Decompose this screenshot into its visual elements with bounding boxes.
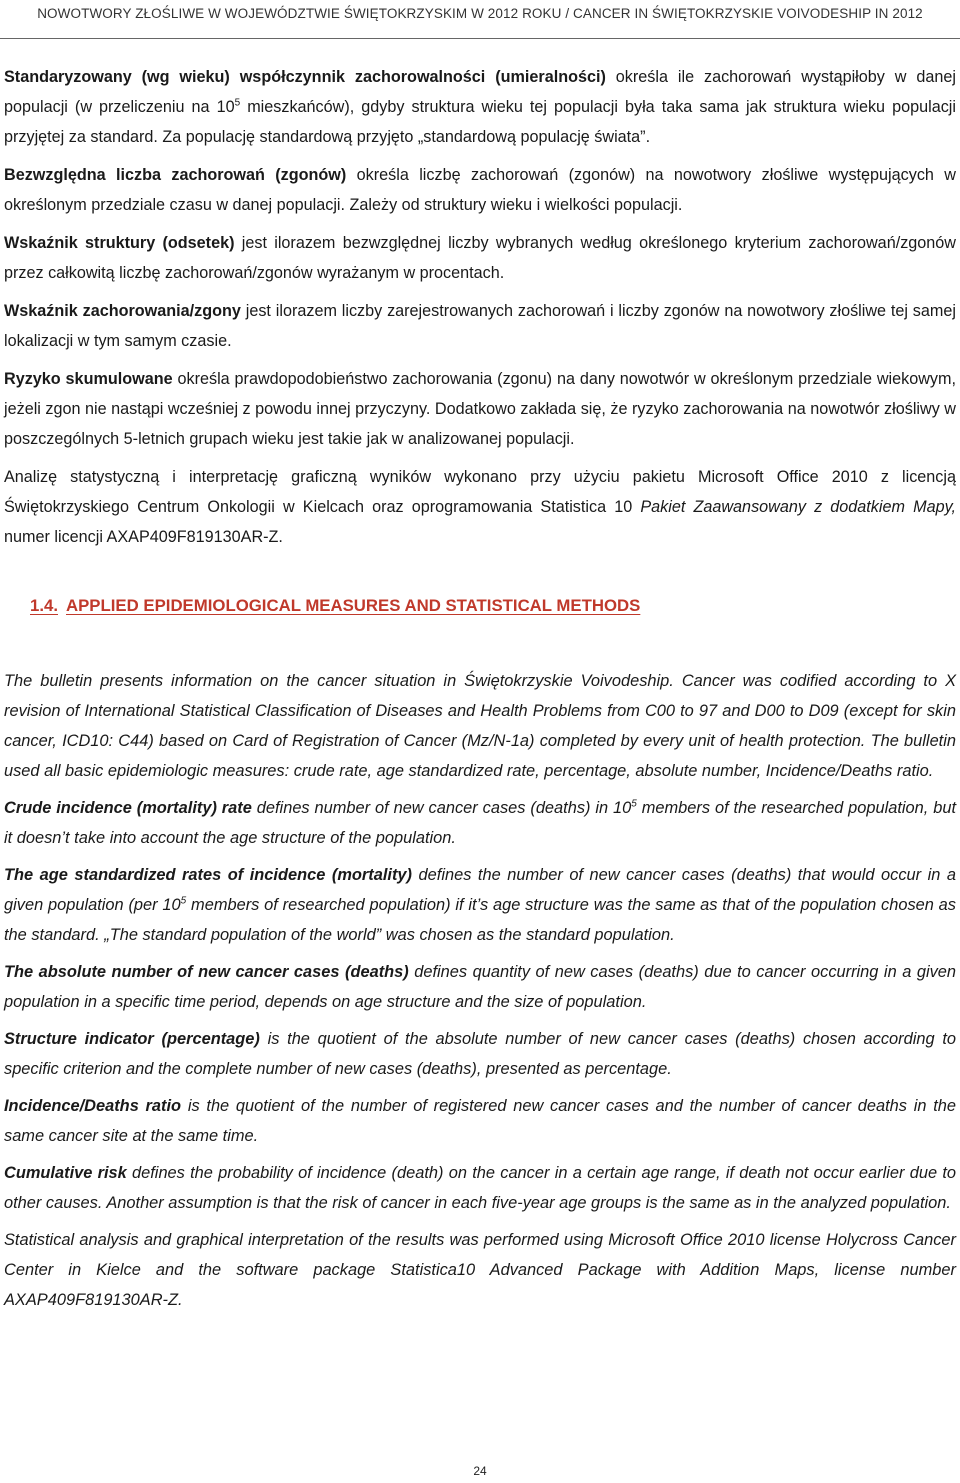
running-header [0,0,960,39]
section-number: 1.4. [30,596,58,615]
page-content [4,62,956,1322]
term: Wskaźnik struktury (odsetek) [4,234,235,252]
page-number: 24 [473,1464,487,1478]
term: Wskaźnik zachorowania/zgony [4,302,241,320]
term: Ryzyko skumulowane [4,370,173,388]
section-title: APPLIED EPIDEMIOLOGICAL MEASURES AND STATISTICAL METHODS [66,596,641,615]
en-paragraph-standardized-rate: The age standardized rates of incidence (mortality) defines the number of new cancer cases (deaths) that would occur in a given population (per $10^5$ members of researched population) if it’s age structure was the same as that of the population chosen as the standard. „The standard population of the world” was chosen as the standard population. [4,866,956,944]
pl-paragraph-absolute-number: Bezwzględna liczba zachorowań (zgonów) określa liczbę zachorowań (zgonów) na nowotwory złośliwe występujących w określonym przedziale czasu w danej populacji. Zależy od struktury wieku i wielkości populacji. [4,166,956,214]
section-heading [30,596,956,616]
running-title: NOWOTWORY ZŁOŚLIWE W WOJEWÓDZTWIE ŚWIĘTOKRZYSKIM W 2012 ROKU / CANCER IN ŚWIĘTOKRZYSKIE VOIVODESHIP IN 2012 [37,6,923,21]
pl-paragraph-cumulative-risk: Ryzyko skumulowane określa prawdopodobieństwo zachorowania (zgonu) na dany nowotwór w określonym przedziale wiekowym, jeżeli zgon nie nastąpi wcześniej z powodu innej przyczyny. Dodatkowo zakłada się, że ryzyko zachorowania na nowotwór złośliwy w poszczególnych 5-letnich grupach wieku jest takie jak w analizowanej populacji. [4,370,956,448]
pl-paragraph-standardized-rate: Standaryzowany (wg wieku) współczynnik zachorowalności (umieralności) określa ile zachorowań wystąpiłoby w danej populacji (w przeliczeniu na $10^5$ mieszkańców), gdyby struktura wieku tej populacji była taka sama jak struktura wieku populacji przyjętej za standard. Za populację standardową przyjęto „standardową populację świata”. [4,68,956,146]
en-paragraph-crude-rate: Crude incidence (mortality) rate defines number of new cancer cases (deaths) in $10^5$ members of the researched population, but it doesn’t take into account the age structure of the population. [4,798,956,847]
term: Bezwzględna liczba zachorowań (zgonów) [4,166,347,184]
en-paragraph-cumulative-risk: Cumulative risk defines the probability of incidence (death) on the cancer in a certain age range, if death not occur earlier due to other causes. Another assumption is that the risk of cancer in each five-year age groups is the same as in the analyzed population. [4,1164,956,1212]
en-paragraph-incidence-deaths-ratio: Incidence/Deaths ratio is the quotient of the number of registered new cancer cases and the number of cancer deaths in the same cancer site at the same time. [4,1097,957,1145]
term: Incidence/Deaths ratio [4,1097,182,1115]
pl-paragraph-software: Analizę statystyczną i interpretację graficzną wyników wykonano przy użyciu pakietu Microsoft Office 2010 z licencją Świętokrzyskiego Centrum Onkologii w Kielcach oraz oprogramowania Statistica 10 Pakiet Zaawansowany z dodatkiem Mapy, numer licencji AXAP409F819130AR-Z. [4,468,956,546]
en-paragraph-absolute-number: The absolute number of new cancer cases (deaths) defines quantity of new cases (deaths) due to cancer occurring in a given population in a specific time period, depends on age structure and the size of population. [4,963,957,1011]
term: The age standardized rates of incidence (mortality) [4,866,413,884]
term: Standaryzowany (wg wieku) współczynnik zachorowalności (umieralności) [4,68,606,86]
pl-paragraph-structure-indicator: Wskaźnik struktury (odsetek) jest ilorazem bezwzględnej liczby wybranych według określonego kryterium zachorowań/zgonów przez całkowitą liczbę zachorowań/zgonów wyrażanym w procentach. [4,234,956,282]
en-paragraph-structure-indicator: Structure indicator (percentage) is the quotient of the absolute number of new cancer cases (deaths) chosen according to specific criterion and the complete number of new cases (deaths), presented as percentage. [4,1030,956,1078]
en-paragraph-software: Statistical analysis and graphical interpretation of the results was performed using Microsoft Office 2010 license Holycross Cancer Center in Kielce and the software package Statistica10 Advanced Package with Addition Maps, license number AXAP409F819130AR-Z. [4,1231,956,1309]
en-paragraph-intro: The bulletin presents information on the cancer situation in Świętokrzyskie Voivodeship. Cancer was codified according to X revision of International Statistical Classification of Diseases and Health Problems from C00 to 97 and D00 to D09 (except for skin cancer, ICD10: C44) based on Card of Registration of Cancer (Mz/N-1a) completed by every unit of health protection. The bulletin used all basic epidemiologic measures: crude rate, age standardized rate, percentage, absolute number, Incidence/Deaths ratio. [4,672,956,780]
term: Cumulative risk [4,1164,127,1182]
pl-paragraph-incidence-deaths-ratio: Wskaźnik zachorowania/zgony jest ilorazem liczby zarejestrowanych zachorowań i liczby zgonów na nowotwory złośliwe tej samej lokalizacji w tym samym czasie. [4,302,956,350]
term: Structure indicator (percentage) [4,1030,260,1048]
term: Crude incidence (mortality) rate [4,799,252,817]
term: The absolute number of new cancer cases (deaths) [4,963,409,981]
